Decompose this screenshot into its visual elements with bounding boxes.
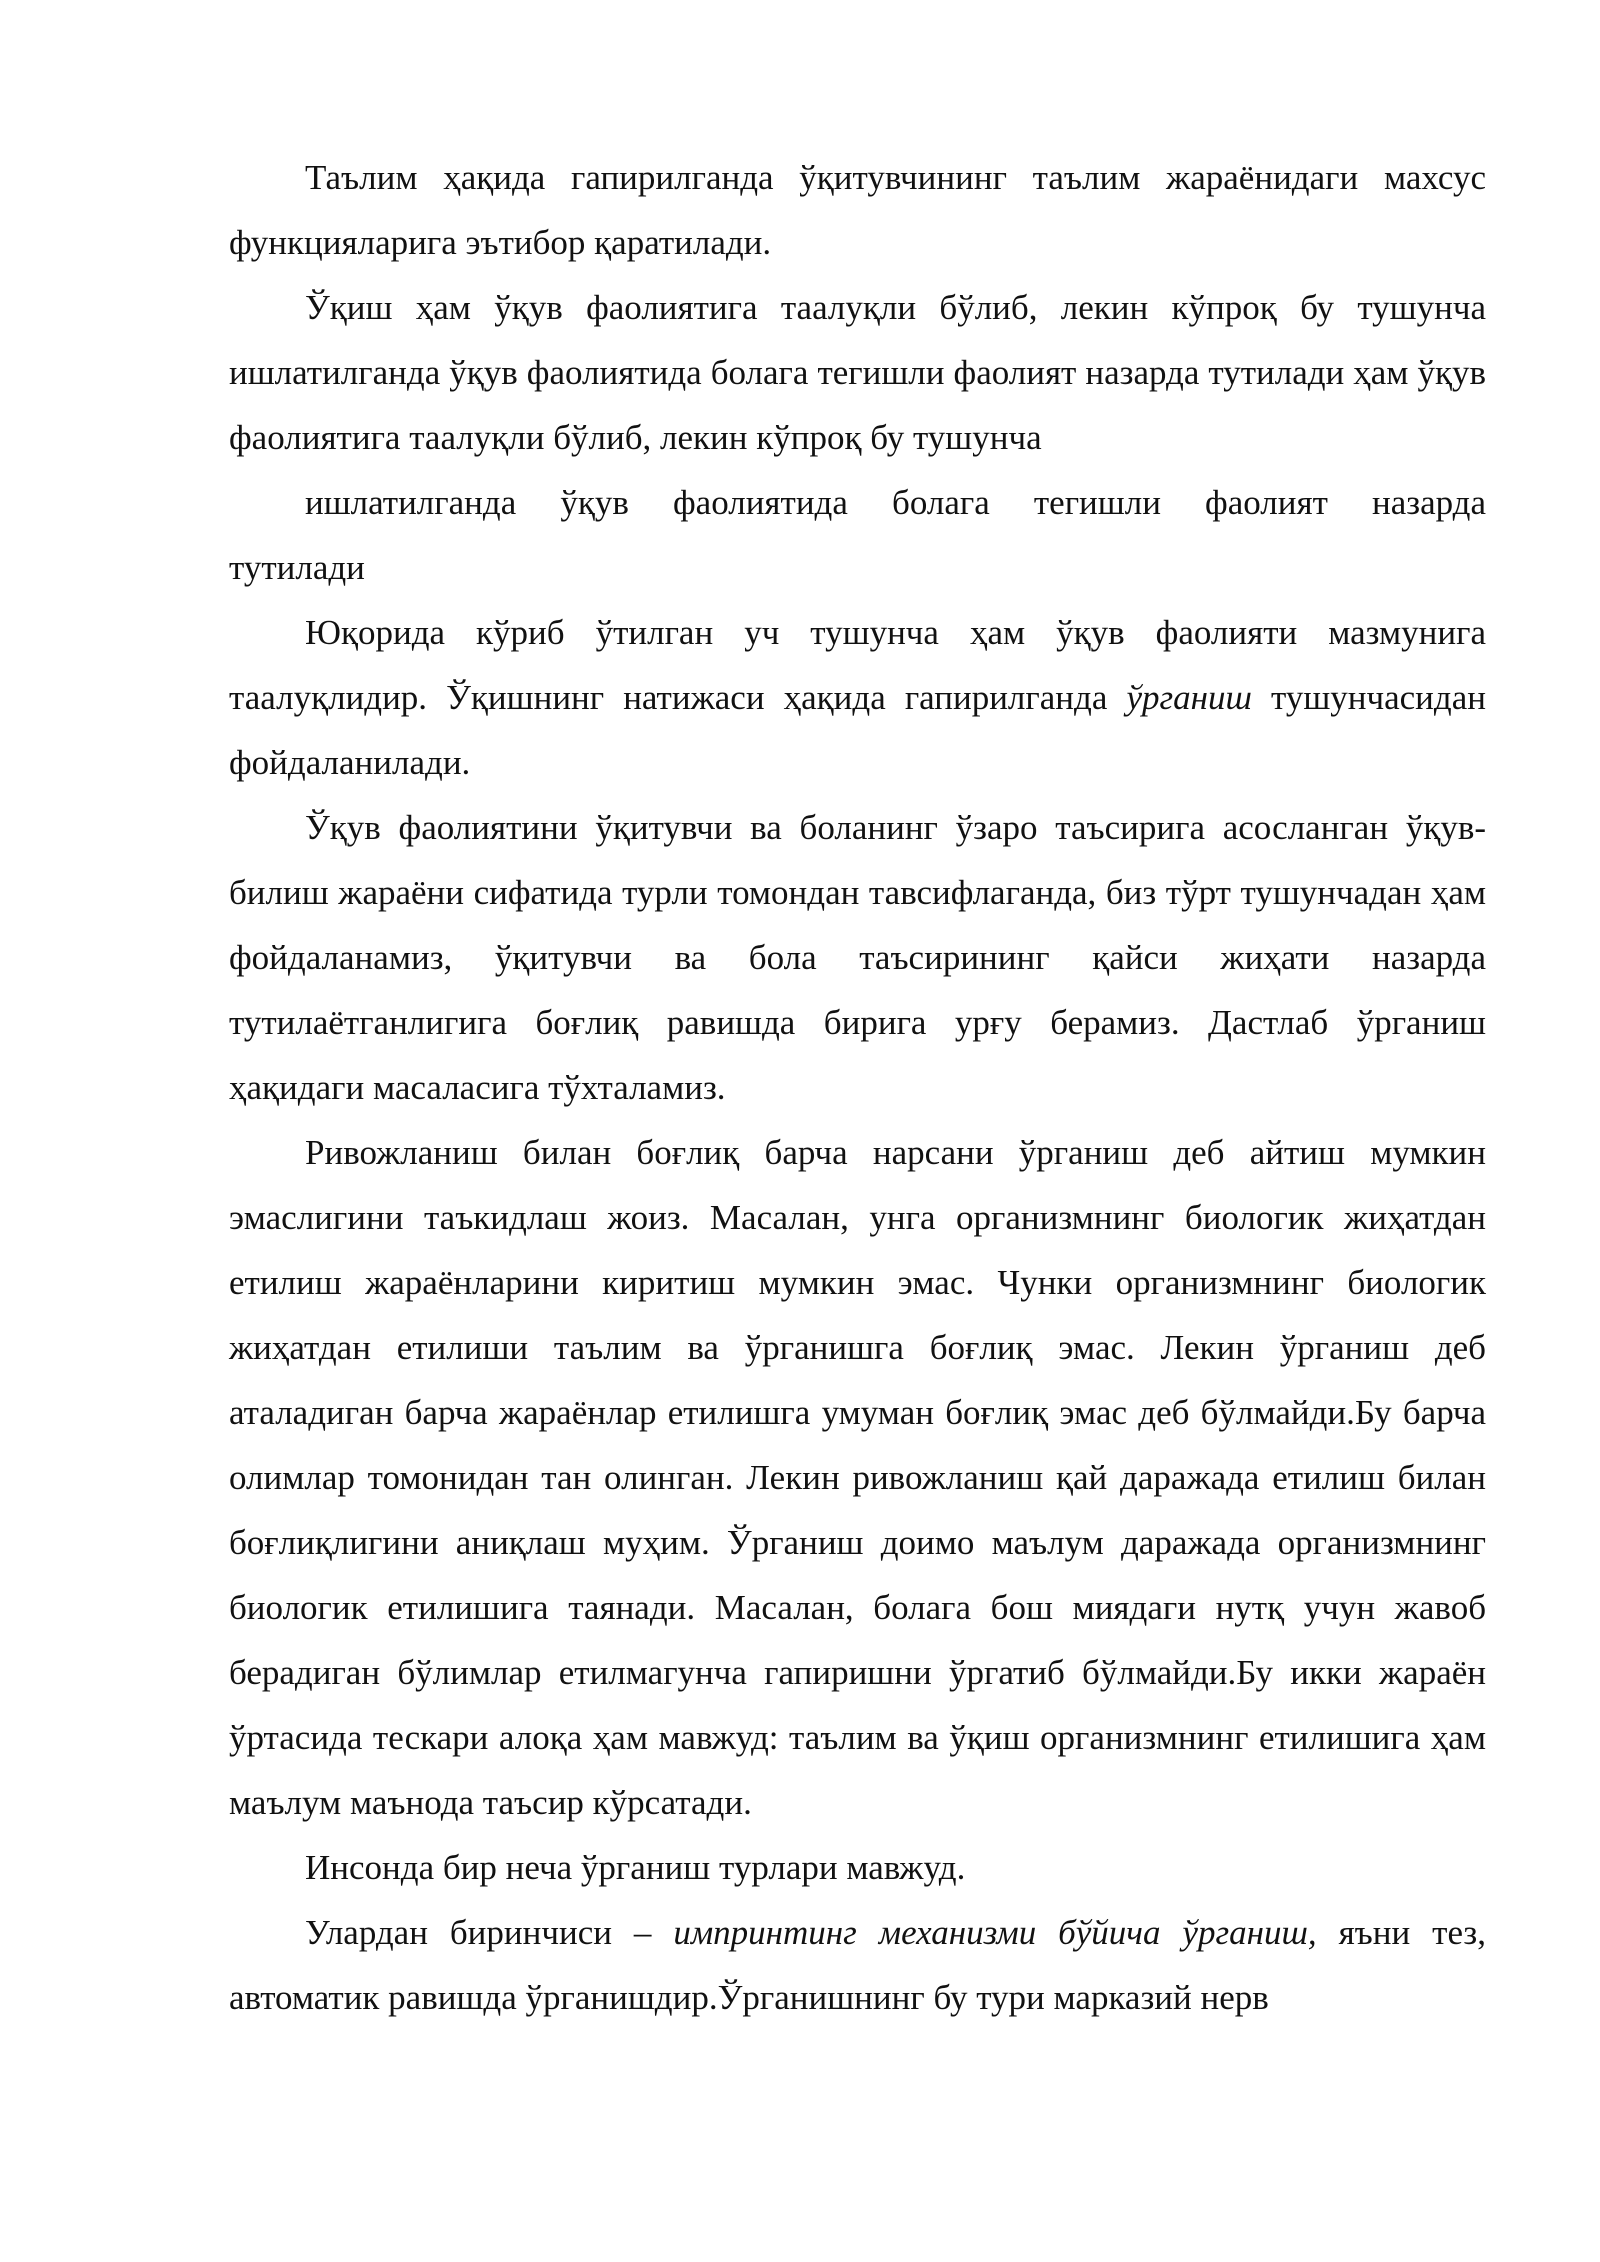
document-body <box>229 145 1486 2030</box>
paragraph-5: Ўқув фаолиятини ўқитувчи ва боланинг ўзаро таъсирига асосланган ўқув-билиш жараёни сифатида турли томондан тавсифлаганда, биз тўрт тушунчадан ҳам фойдаланамиз, ўқитувчи ва бола таъсирининг қайси жиҳати назарда тутилаётганлигига боғлиқ равишда бирига урғу берамиз. Дастлаб ўрганиш ҳақидаги масаласига тўхталамиз. <box>229 808 1486 1107</box>
paragraph-4-text-after: тушунчасидан фойдаланилади. <box>229 678 1486 782</box>
paragraph-4-emphasis: ўрганиш <box>1126 678 1252 717</box>
paragraph-1: Таълим ҳақида гапирилганда ўқитувчининг таълим жараёнидаги махсус функцияларига эътибор қаратилади. <box>229 158 1486 262</box>
paragraph-4 <box>229 600 1486 795</box>
paragraph-6: Ривожланиш билан боғлиқ барча нарсани ўрганиш деб айтиш мумкин эмаслигини таъкидлаш жоиз. Масалан, унга организмнинг биологик жиҳатдан етилиш жараёнларини киритиш мумкин эмас. Чунки организмнинг биологик жиҳатдан етилиши таълим ва ўрганишга боғлиқ эмас. Лекин ўрганиш деб аталадиган барча жараёнлар етилишга умуман боғлиқ эмас деб бўлмайди.Бу барча олимлар томонидан тан олинган. Лекин ривожланиш қай даражада етилиш билан боғлиқлигини аниқлаш муҳим. Ўрганиш доимо маълум даражада организмнинг биологик етилишига таянади. Масалан, болага бош миядаги нутқ учун жавоб берадиган бўлимлар етилмагунча гапиришни ўргатиб бўлмайди.Бу икки жараён ўртасида тескари алоқа ҳам мавжуд: таълим ва ўқиш организмнинг етилишига ҳам маълум маънода таъсир кўрсатади. <box>229 1133 1486 1822</box>
paragraph-8-text-after: яъни тез, автоматик равишда ўрганишдир.Ўрганишнинг бу тури марказий нерв <box>229 1913 1486 2017</box>
paragraph-8-emphasis: импринтинг механизми бўйича ўрганиш, <box>673 1913 1317 1952</box>
paragraph-4-text-before: Юқорида кўриб ўтилган уч тушунча ҳам ўқув фаолияти мазмунига таалуқлидир. Ўқишнинг натижаси ҳақида гапирилганда <box>229 613 1486 717</box>
paragraph-2: Ўқиш ҳам ўқув фаолиятига таалуқли бўлиб, лекин кўпроқ бу тушунча ишлатилганда ўқув фаолиятида болага тегишли фаолият назарда тутилади ҳам ўқув фаолиятига таалуқли бўлиб, лекин кўпроқ бу тушунча <box>229 288 1486 457</box>
paragraph-8 <box>229 1900 1486 2030</box>
paragraph-3-line-2: тутилади <box>229 548 365 587</box>
paragraph-3 <box>229 470 1486 600</box>
paragraph-3-line-1: ишлатилганда ўқув фаолиятида болага тегишли фаолият назарда <box>305 483 1486 522</box>
paragraph-8-text-before: Улардан биринчиси – <box>305 1913 674 1952</box>
paragraph-7: Инсонда бир неча ўрганиш турлари мавжуд. <box>305 1848 966 1887</box>
